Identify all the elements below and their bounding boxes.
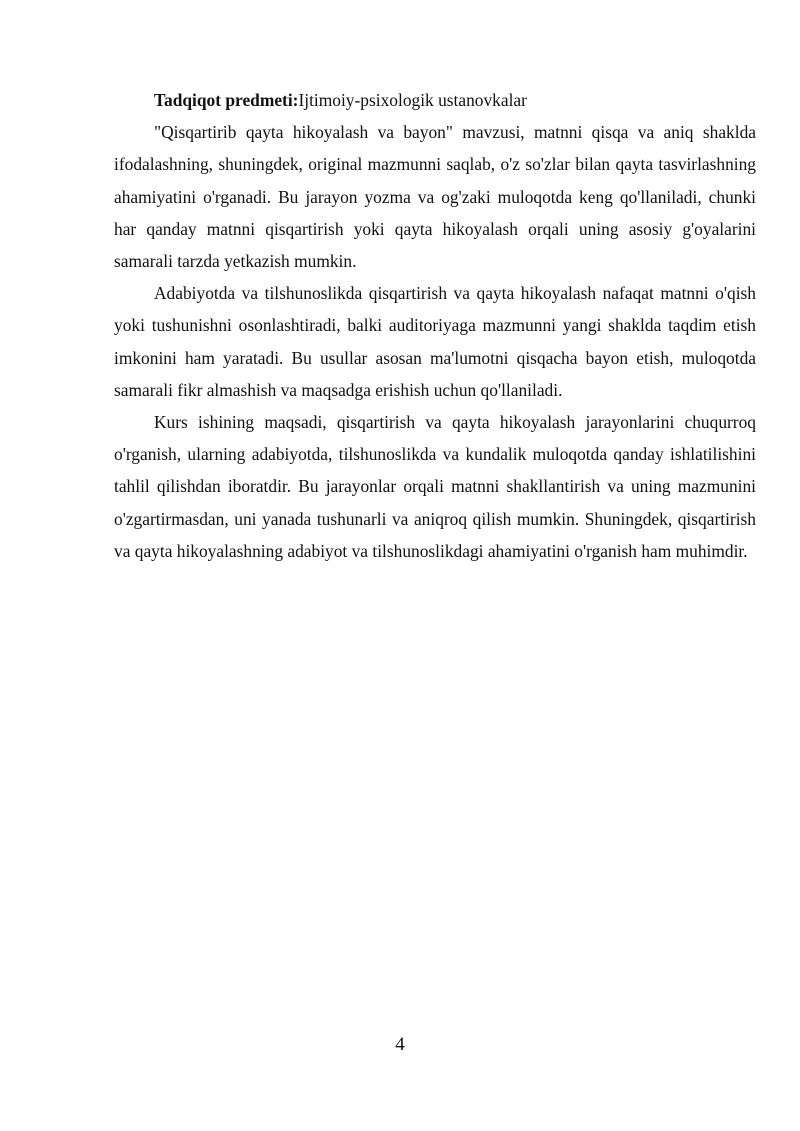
body-paragraph-2: Adabiyotda va tilshunoslikda qisqartirish va qayta hikoyalash nafaqat matnni o'qish yoki tushunishni osonlashtiradi, balki auditoriyaga mazmunni yangi shaklda taqdim etish imkonini ham yaratadi. Bu usullar asosan ma'lumotni qisqacha bayon etish, muloqotda samarali fikr almashish va maqsadga erishish uchun qo'llaniladi. xyxy=(114,283,756,400)
page-content xyxy=(114,84,756,567)
research-subject-value: Ijtimoiy-psixologik ustanovkalar xyxy=(298,90,527,110)
page-number: 4 xyxy=(395,1034,405,1055)
body-paragraph-1: "Qisqartirib qayta hikoyalash va bayon" mavzusi, matnni qisqa va aniq shaklda ifodalashning, shuningdek, original mazmunni saqlab, o'z so'zlar bilan qayta tasvirlashning ahamiyatini o'rganadi. Bu jarayon yozma va og'zaki muloqotda keng qo'llaniladi, chunki har qanday matnni qisqartirish yoki qayta hikoyalash orqali uning asosiy g'oyalarini samarali tarzda yetkazish mumkin. xyxy=(114,122,756,272)
body-paragraph-3: Kurs ishining maqsadi, qisqartirish va qayta hikoyalash jarayonlarini chuqurroq o'rganish, ularning adabiyotda, tilshunoslikda va kundalik muloqotda qanday ishlatilishini tahlil qilishdan iboratdir. Bu jarayonlar orqali matnni shakllantirish va uning mazmunini o'zgartirmasdan, uni yanada tushunarli va aniqroq qilish mumkin. Shuningdek, qisqartirish va qayta hikoyalashning adabiyot va tilshunoslikdagi ahamiyatini o'rganish ham muhimdir. xyxy=(114,412,756,561)
research-subject-line xyxy=(114,84,756,116)
research-subject-label: Tadqiqot predmeti: xyxy=(154,90,299,110)
